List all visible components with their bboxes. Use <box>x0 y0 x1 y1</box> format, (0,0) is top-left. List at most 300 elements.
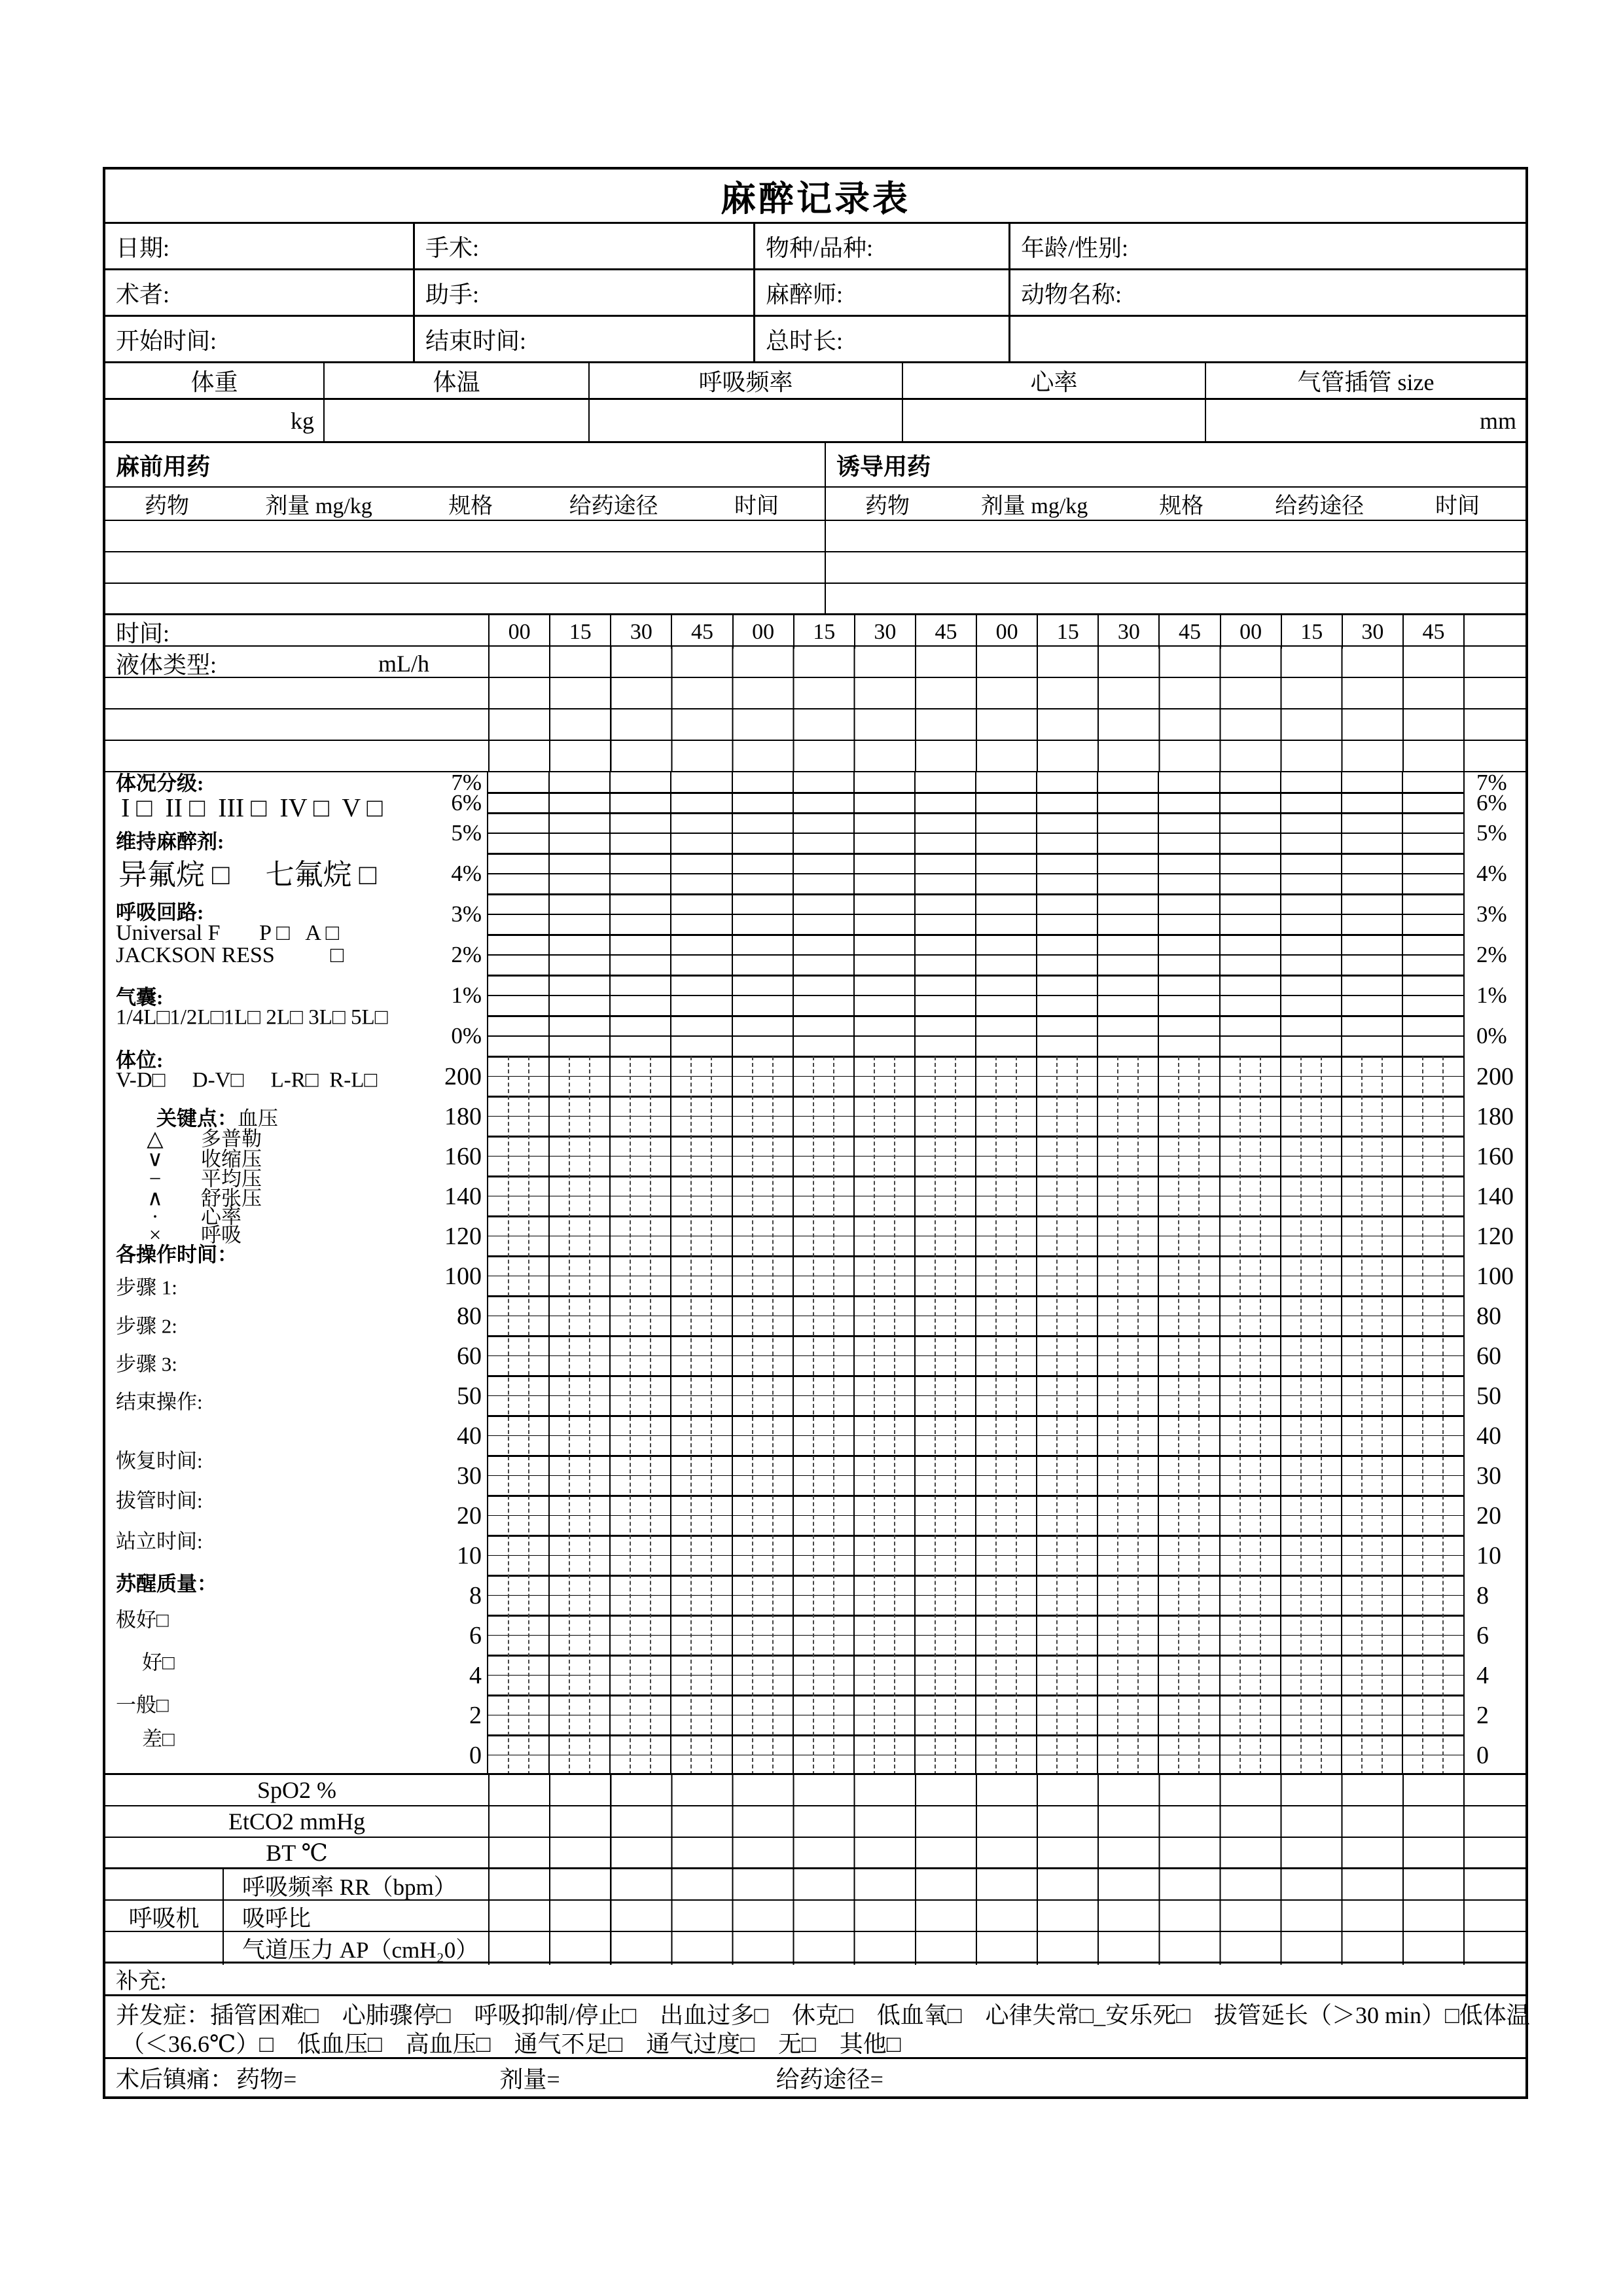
scale-label: 2 <box>469 1701 482 1729</box>
induction-row[interactable] <box>826 552 1525 584</box>
header-row-2 <box>105 270 1525 317</box>
vent-rr-cells[interactable] <box>488 1869 1463 1902</box>
scale-label: 6 <box>1476 1621 1489 1649</box>
time-tick: 00 <box>488 615 549 649</box>
fluid-unit: mL/h <box>378 650 429 677</box>
postop-route-field[interactable]: 给药途径= <box>776 2066 883 2092</box>
scale-label: 0% <box>1476 1023 1507 1049</box>
field-total-duration[interactable] <box>755 317 1010 361</box>
scale-label: 120 <box>444 1222 482 1250</box>
scale-label: 50 <box>457 1382 482 1410</box>
grid-hline-thick <box>488 1295 1463 1297</box>
grid-dashed-vline <box>1056 1056 1058 1773</box>
scale-label: 0 <box>1476 1741 1489 1769</box>
grid-vline <box>548 772 550 1773</box>
grid-dashed-vline <box>630 1056 631 1773</box>
scale-label: 1% <box>1476 982 1507 1008</box>
time-tick: 15 <box>549 615 610 649</box>
grid-dashed-vline <box>589 1056 590 1773</box>
position-options[interactable]: V-D□ D-V□ L-R□ R-L□ <box>116 1068 378 1092</box>
grid-hline-thin <box>488 954 1463 956</box>
grid-hline-thick <box>488 1255 1463 1257</box>
end-op-field[interactable]: 结束操作: <box>116 1390 203 1414</box>
scale-label: 140 <box>444 1182 482 1210</box>
vitals-hr-header: 心率 <box>903 363 1206 398</box>
dot-icon: · <box>151 1205 159 1229</box>
field-surgery-label: 手术: <box>425 234 480 261</box>
scale-label: 4% <box>451 861 482 886</box>
grid-hline-thick <box>488 1615 1463 1617</box>
fluid-extra-cell[interactable] <box>1463 647 1525 680</box>
scale-label: 6% <box>1476 789 1507 816</box>
header-row-1 <box>105 224 1525 270</box>
scale-label: 140 <box>1476 1182 1514 1210</box>
anesthesia-chart <box>105 769 1525 1775</box>
grid-dashed-vline <box>772 1056 774 1773</box>
scale-label: 80 <box>1476 1302 1501 1330</box>
grid-hline-thick <box>488 1096 1463 1098</box>
step2-field[interactable]: 步骤 2: <box>116 1314 177 1338</box>
step3-field[interactable]: 步骤 3: <box>116 1352 177 1376</box>
grid-vline <box>1036 772 1037 1773</box>
col-spec: 规格 <box>448 494 493 518</box>
field-assistant-label: 助手: <box>425 281 480 308</box>
time-tick: 15 <box>1037 615 1097 649</box>
premed-row[interactable] <box>105 584 825 615</box>
etco2-row <box>105 1806 1525 1838</box>
spo2-cells[interactable] <box>488 1775 1463 1805</box>
field-assistant[interactable] <box>415 270 755 315</box>
field-date[interactable] <box>105 224 415 268</box>
scale-label: 1% <box>451 982 482 1008</box>
grid-hline-thick <box>488 1136 1463 1138</box>
col-time: 时间 <box>1435 494 1480 518</box>
scale-label: 4 <box>469 1661 482 1689</box>
postop-dose-field[interactable]: 剂量= <box>499 2066 560 2092</box>
field-surgeon-label: 术者: <box>116 281 170 308</box>
circuit-label: 呼吸回路: <box>116 901 204 924</box>
field-surgery[interactable] <box>415 224 755 268</box>
supplement-label: 补充: <box>116 1969 167 1994</box>
grid-hline-thick <box>488 1375 1463 1377</box>
grid-dashed-vline <box>569 1056 570 1773</box>
grid-dashed-vline <box>1361 1056 1363 1773</box>
vitals-temp-header: 体温 <box>325 363 590 398</box>
grid-hline-thick <box>488 1335 1463 1337</box>
field-species[interactable] <box>755 224 1010 268</box>
grid-dashed-vline <box>1300 1056 1302 1773</box>
fluid-cells[interactable] <box>488 647 1463 680</box>
grid-hline-thin <box>488 1395 1463 1397</box>
field-start-time[interactable] <box>105 317 415 361</box>
scale-label: 40 <box>457 1422 482 1450</box>
premed-title: 麻前用药 <box>105 443 825 488</box>
recovery-quality-label: 苏醒质量： <box>116 1572 217 1596</box>
scale-label: 100 <box>1476 1262 1514 1290</box>
grid-dashed-vline <box>711 1056 712 1773</box>
grid-hline-thick <box>488 1535 1463 1537</box>
field-surgeon[interactable] <box>105 270 415 315</box>
grid-dashed-vline <box>1321 1056 1322 1773</box>
induction-row[interactable] <box>826 584 1525 615</box>
vitals-weight-input[interactable] <box>105 400 325 441</box>
scale-label: 120 <box>1476 1222 1514 1250</box>
grid-dashed-vline <box>955 1056 956 1773</box>
grid-hline-thin <box>488 1555 1463 1556</box>
grid-hline-thin <box>488 1635 1463 1636</box>
induction-columns <box>826 488 1525 521</box>
grid-hline-thick <box>488 1734 1463 1736</box>
legend-diastolic: ∧ 舒张压 <box>105 1182 484 1211</box>
grid-dashed-vline <box>1137 1056 1139 1773</box>
cross-icon: × <box>149 1223 162 1247</box>
form-title: 麻醉记录表 <box>105 170 1525 224</box>
vitals-tube-input[interactable] <box>1206 400 1525 441</box>
grid-hline-thin <box>488 1355 1463 1357</box>
grid-hline-thin <box>488 1196 1463 1197</box>
field-animal-name-label: 动物名称: <box>1021 281 1122 308</box>
dash-icon: − <box>149 1167 162 1191</box>
grid-dashed-vline <box>650 1056 651 1773</box>
vee-icon: ∨ <box>147 1147 164 1172</box>
field-age-sex[interactable] <box>1010 224 1525 268</box>
grid-hline-thin <box>488 1595 1463 1596</box>
grid-dashed-vline <box>1422 1056 1423 1773</box>
grid-dashed-vline <box>935 1056 936 1773</box>
vent-ie-row <box>105 1901 1525 1932</box>
anesthesia-record-form <box>103 167 1528 2099</box>
field-species-label: 物种/品种: <box>766 234 874 261</box>
vent-ap-label: 气道压力 AP（cmH₂0） <box>223 1932 488 1965</box>
scale-label: 60 <box>1476 1342 1501 1370</box>
vitals-tube-header: 气管插管 size <box>1297 369 1435 395</box>
keypoints-target: 血压 <box>238 1107 278 1130</box>
scale-label: 20 <box>457 1501 482 1530</box>
time-tick: 00 <box>732 615 793 649</box>
recovery-poor-option[interactable]: 差□ <box>142 1727 175 1751</box>
vent-ie-label: 吸呼比 <box>223 1901 488 1933</box>
time-row-label: 时间: <box>116 620 170 647</box>
postop-label: 术后镇痛： <box>116 2066 234 2092</box>
field-end-time-label: 结束时间: <box>425 327 527 354</box>
legend-mean: − 平均压 <box>105 1162 484 1192</box>
time-tick: 30 <box>610 615 671 649</box>
weight-unit: kg <box>291 407 314 434</box>
ventilator-section <box>105 1869 1525 1964</box>
grid-dashed-vline <box>1442 1056 1444 1773</box>
etco2-label: EtCO2 mmHg <box>228 1808 365 1835</box>
time-tick: 15 <box>793 615 854 649</box>
recovery-time-field[interactable]: 恢复时间: <box>116 1449 203 1473</box>
vitals-header-row <box>105 363 1525 400</box>
time-tick: 45 <box>915 615 976 649</box>
scale-label: 6% <box>451 789 482 816</box>
grid-hline-thick <box>488 934 1463 936</box>
scale-label: 5% <box>1476 820 1507 846</box>
grid-vline <box>609 772 611 1773</box>
scale-label: 10 <box>457 1541 482 1570</box>
scale-label: 180 <box>444 1102 482 1130</box>
step1-field[interactable]: 步骤 1: <box>116 1276 177 1299</box>
grid-vline <box>853 772 855 1773</box>
col-spec: 规格 <box>1159 494 1204 518</box>
ventilator-label: 呼吸机 <box>128 1905 200 1931</box>
recovery-fair-option[interactable]: 一般□ <box>116 1693 169 1717</box>
grid-hline-thick <box>488 792 1463 794</box>
col-route: 给药途径 <box>1275 494 1364 518</box>
time-tick: 15 <box>1281 615 1342 649</box>
fluid-blank-row <box>105 709 1525 741</box>
grid-hline-thin <box>488 873 1463 874</box>
scale-label: 160 <box>444 1142 482 1170</box>
vitals-rr-header: 呼吸频率 <box>590 363 903 398</box>
grid-hline-thin <box>488 1435 1463 1437</box>
grid-dashed-vline <box>1077 1056 1078 1773</box>
complications-line-1[interactable]: 并发症：插管困难□ 心肺骤停□ 呼吸抑制/停止□ 出血过多□ 休克□ 低血氧□ 心律失常□_安乐死□ 拔管延长（＞30 min）□低体温 <box>116 2001 1530 2028</box>
grid-dashed-vline <box>1240 1056 1241 1773</box>
postop-drug-field[interactable]: 药物= <box>236 2066 297 2092</box>
vitals-hr-input[interactable] <box>903 400 1206 441</box>
grid-hline-thick <box>488 853 1463 855</box>
time-extra-cell[interactable] <box>1463 615 1525 649</box>
field-date-label: 日期: <box>116 234 170 261</box>
bt-label: BT ℃ <box>266 1839 328 1866</box>
grid-dashed-vline <box>995 1056 997 1773</box>
grid-hline-thin <box>488 1276 1463 1277</box>
grid-hline-thin <box>488 1715 1463 1716</box>
grid-hline-thin <box>488 1515 1463 1516</box>
grid-hline-thin <box>488 1675 1463 1676</box>
scale-label: 200 <box>444 1062 482 1090</box>
grid-hline-thick <box>488 1056 1463 1058</box>
scale-label: 5% <box>451 820 482 846</box>
grid-hline-thick <box>488 1575 1463 1577</box>
grid-dashed-vline <box>1382 1056 1383 1773</box>
bt-row <box>105 1838 1525 1869</box>
grid-hline-thin <box>488 914 1463 915</box>
scale-label: 4 <box>1476 1661 1489 1689</box>
grid-dashed-vline <box>894 1056 895 1773</box>
fluid-row <box>105 647 1525 678</box>
vent-ap-row <box>105 1932 1525 1964</box>
circuit-universal-option[interactable]: Universal F P □ A □ <box>116 921 340 945</box>
grid-vline <box>1280 772 1281 1773</box>
grid-hline-thin <box>488 1236 1463 1237</box>
supplement-row[interactable] <box>105 1964 1525 1996</box>
grid-hline-thick <box>488 1215 1463 1217</box>
position-label: 体位: <box>116 1049 164 1072</box>
scale-label: 2 <box>1476 1701 1489 1729</box>
vent-rr-label: 呼吸频率 RR（bpm） <box>223 1869 488 1902</box>
grid-dashed-vline <box>752 1056 753 1773</box>
etco2-cells[interactable] <box>488 1806 1463 1837</box>
bt-cells[interactable] <box>488 1838 1463 1867</box>
complications-section <box>105 1996 1530 2059</box>
grid-hline-thin <box>488 1035 1463 1037</box>
grid-dashed-vline <box>1016 1056 1017 1773</box>
scale-label: 6 <box>469 1621 482 1649</box>
col-dose: 剂量 mg/kg <box>265 494 372 518</box>
medication-section <box>105 443 1525 615</box>
grid-dashed-vline <box>1117 1056 1118 1773</box>
grid-hline-thin <box>488 1116 1463 1117</box>
complications-line-2[interactable]: （＜36.6℃）□ 低血压□ 高血压□ 通气不足□ 通气过度□ 无□ 其他□ <box>121 2030 901 2057</box>
legend-respiration: × 呼吸 <box>105 1219 484 1248</box>
scale-label: 8 <box>1476 1581 1489 1609</box>
grid-vline <box>1158 772 1159 1773</box>
fluid-blank-row <box>105 678 1525 709</box>
grid-dashed-vline <box>833 1056 834 1773</box>
scale-label: 200 <box>1476 1062 1514 1090</box>
spo2-label: SpO2 % <box>257 1777 336 1803</box>
col-route: 给药途径 <box>569 494 658 518</box>
chart-grid[interactable] <box>488 772 1463 1773</box>
grid-dashed-vline <box>690 1056 692 1773</box>
field-anesthetist[interactable] <box>755 270 1010 315</box>
premed-table <box>105 443 826 615</box>
keypoints-label: 关键点：血压 <box>156 1107 278 1130</box>
grid-dashed-vline <box>1260 1056 1261 1773</box>
scale-label: 0% <box>451 1023 482 1049</box>
grid-vline <box>732 772 733 1773</box>
field-total-duration-label: 总时长: <box>766 327 844 354</box>
vitals-temp-input[interactable] <box>325 400 590 441</box>
vitals-value-row <box>105 400 1525 443</box>
grid-hline-thin <box>488 1316 1463 1317</box>
scale-label: 30 <box>457 1462 482 1490</box>
grid-hline-thick <box>488 975 1463 977</box>
grid-hline-thick <box>488 893 1463 895</box>
maintenance-label: 维持麻醉剂: <box>116 830 224 853</box>
time-tick: 00 <box>976 615 1037 649</box>
premed-row[interactable] <box>105 521 825 552</box>
grid-hline-thin <box>488 1475 1463 1477</box>
scale-label: 3% <box>1476 901 1507 927</box>
grid-vline <box>1097 772 1098 1773</box>
body-condition-label: 体况分级: <box>116 772 204 795</box>
recovery-excellent-option[interactable]: 极好□ <box>116 1608 169 1632</box>
field-blank[interactable] <box>1010 317 1525 361</box>
legend-doppler: △ 多普勒 <box>105 1122 484 1152</box>
scale-label: 7% <box>451 769 482 795</box>
grid-dashed-vline <box>1198 1056 1200 1773</box>
vent-ap-cells[interactable] <box>488 1932 1463 1965</box>
bag-options[interactable]: 1/4L□1/2L□1L□ 2L□ 3L□ 5L□ <box>116 1005 388 1030</box>
scale-label: 50 <box>1476 1382 1501 1410</box>
field-age-sex-label: 年龄/性别: <box>1021 234 1129 261</box>
grid-vline <box>1219 772 1221 1773</box>
time-tick: 45 <box>1402 615 1463 649</box>
col-drug: 药物 <box>145 494 189 518</box>
grid-vline <box>975 772 976 1773</box>
vent-ie-cells[interactable] <box>488 1901 1463 1933</box>
scale-label: 4% <box>1476 861 1507 886</box>
scale-label: 7% <box>1476 769 1507 795</box>
time-tick: 30 <box>1342 615 1402 649</box>
grid-hline-thick <box>488 1175 1463 1177</box>
induction-table <box>826 443 1525 615</box>
grid-hline-thick <box>488 1495 1463 1497</box>
header-row-3 <box>105 317 1525 363</box>
field-end-time[interactable] <box>415 317 755 361</box>
grid-hline-thick <box>488 1655 1463 1657</box>
scale-label: 10 <box>1476 1541 1501 1570</box>
grid-hline-thin <box>488 1156 1463 1157</box>
standing-time-field[interactable]: 站立时间: <box>116 1530 203 1553</box>
fluid-label-cell[interactable] <box>105 647 488 680</box>
tube-unit: mm <box>1479 407 1516 434</box>
field-anesthetist-label: 麻醉师: <box>766 281 844 308</box>
grid-vline <box>793 772 794 1773</box>
grid-dashed-vline <box>528 1056 529 1773</box>
scale-label: 180 <box>1476 1102 1514 1130</box>
legend-systolic: ∨ 收缩压 <box>105 1143 484 1172</box>
grid-hline-thick <box>488 1695 1463 1696</box>
col-dose: 剂量 mg/kg <box>980 494 1088 518</box>
maintenance-options[interactable]: 异氟烷 □ 七氟烷 □ <box>118 859 377 891</box>
grid-hline-thin <box>488 833 1463 834</box>
premed-row[interactable] <box>105 552 825 584</box>
time-tick: 45 <box>1158 615 1219 649</box>
vent-rr-row <box>105 1869 1525 1901</box>
field-animal-name[interactable] <box>1010 270 1525 315</box>
fluid-label: 液体类型: <box>116 652 217 678</box>
scale-label: 2% <box>1476 942 1507 967</box>
extubation-time-field[interactable]: 拔管时间: <box>116 1489 203 1513</box>
scale-label: 160 <box>1476 1142 1514 1170</box>
fluid-blank-label[interactable] <box>105 678 488 708</box>
grid-dashed-vline <box>508 1056 509 1773</box>
scale-label: 30 <box>1476 1462 1501 1490</box>
scale-label: 80 <box>457 1302 482 1330</box>
bag-label: 气囊: <box>116 986 164 1009</box>
grid-vline <box>670 772 671 1773</box>
op-times-label: 各操作时间： <box>116 1243 238 1266</box>
scale-label: 0 <box>469 1741 482 1769</box>
time-tick: 30 <box>1097 615 1158 649</box>
vitals-rr-input[interactable] <box>590 400 903 441</box>
scale-label: 3% <box>451 901 482 927</box>
caret-icon: ∧ <box>147 1187 164 1211</box>
postop-analgesia-row <box>105 2059 1525 2096</box>
time-ticks <box>488 615 1463 649</box>
recovery-good-option[interactable]: 好□ <box>142 1651 175 1674</box>
grid-hline-thin <box>488 1076 1463 1077</box>
premed-columns <box>105 488 825 521</box>
time-tick: 00 <box>1220 615 1281 649</box>
legend-heart-rate: · 心率 <box>105 1200 484 1230</box>
time-row <box>105 615 1525 647</box>
grid-hline-thin <box>488 1755 1463 1756</box>
grid-hline-thick <box>488 1415 1463 1417</box>
body-condition-grades[interactable]: I □ II □ III □ IV □ V □ <box>121 793 383 823</box>
circuit-jackson-option[interactable]: JACKSON RESS □ <box>116 943 344 967</box>
grid-hline-thick <box>488 1455 1463 1457</box>
grid-vline <box>1402 772 1403 1773</box>
fluid-blank-cells[interactable] <box>488 678 1463 708</box>
scale-label: 100 <box>444 1262 482 1290</box>
grid-vline <box>1341 772 1342 1773</box>
induction-row[interactable] <box>826 521 1525 552</box>
col-drug: 药物 <box>865 494 910 518</box>
induction-title: 诱导用药 <box>826 443 1525 488</box>
chart-sidebar <box>105 769 488 1773</box>
grid-dashed-vline <box>813 1056 814 1773</box>
grid-hline-thick <box>488 1015 1463 1017</box>
grid-dashed-vline <box>1178 1056 1179 1773</box>
scale-label: 60 <box>457 1342 482 1370</box>
grid-hline-thin <box>488 995 1463 996</box>
